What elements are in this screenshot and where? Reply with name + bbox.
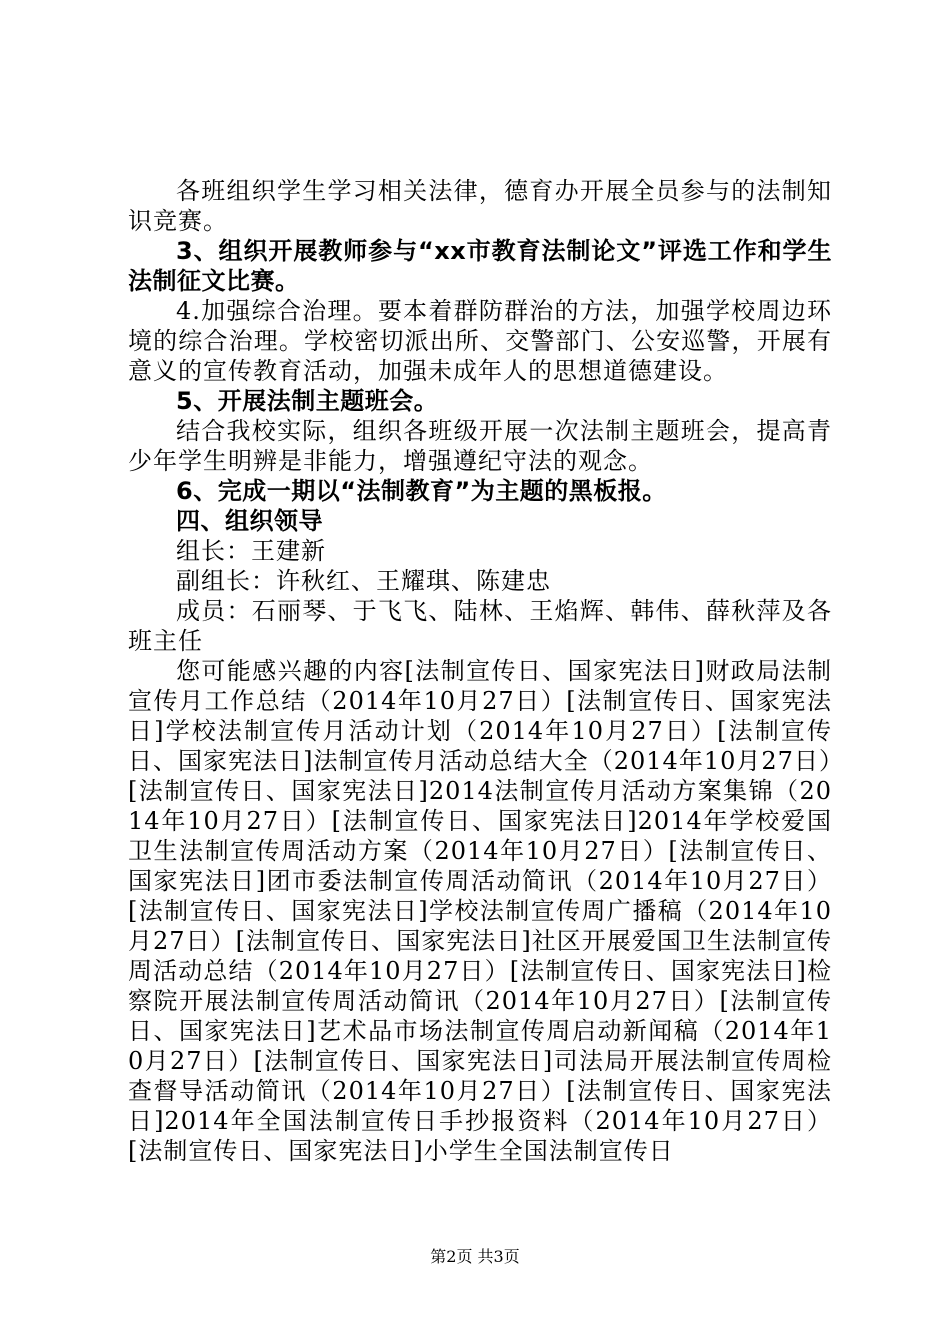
heading-class-meeting: 5、开展法制主题班会。 <box>176 387 439 415</box>
paragraph-leader: 组长：王建新 <box>176 537 326 565</box>
paragraph-members: 成员：石丽琴、于飞飞、陆林、王焰辉、韩伟、薛秋萍及各班主任 <box>128 597 832 655</box>
paragraph-governance: 4.加强综合治理。要本着群防群治的方法，加强学校周边环境的综合治理。学校密切派出所、交警部门、公安巡警，开展有意义的宣传教育活动，加强未成年人的思想道德建设。 <box>128 297 832 385</box>
paragraph-class-meeting: 结合我校实际，组织各班级开展一次法制主题班会，提高青少年学生明辨是非能力，增强遵纪守法的观念。 <box>128 417 832 475</box>
paragraph-competition: 各班组织学生学习相关法律，德育办开展全员参与的法制知识竞赛。 <box>128 177 832 235</box>
heading-essay-contest: 3、组织开展教师参与“xx市教育法制论文”评选工作和学生法制征文比赛。 <box>128 237 832 295</box>
document-body <box>128 176 832 1166</box>
paragraph-deputy-leader: 副组长：许秋红、王耀琪、陈建忠 <box>176 567 551 595</box>
heading-blackboard: 6、完成一期以“法制教育”为主题的黑板报。 <box>176 477 667 505</box>
heading-organization: 四、组织领导 <box>176 507 323 535</box>
page-footer: 第2页 共3页 <box>430 1247 520 1266</box>
paragraph-related-content: 您可能感兴趣的内容[法制宣传日、国家宪法日]财政局法制宣传月工作总结（2014年10月27日）[法制宣传日、国家宪法日]学校法制宣传月活动计划（2014年10月27日）[法制宣传日、国家宪法日]法制宣传月活动总结大全（2014年10月27日）[法制宣传日、国家宪法日]2014法制宣传月活动方案集锦（2014年10月27日）[法制宣传日、国家宪法日]2014年学校爱国卫生法制宣传周活动方案（2014年10月27日）[法制宣传日、国家宪法日]团市委法制宣传周活动简讯（2014年10月27日）[法制宣传日、国家宪法日]学校法制宣传周广播稿（2014年10月27日）[法制宣传日、国家宪法日]社区开展爱国卫生法制宣传周活动总结（2014年10月27日）[法制宣传日、国家宪法日]检察院开展法制宣传周活动简讯（2014年10月27日）[法制宣传日、国家宪法日]艺术品市场法制宣传周启动新闻稿（2014年10月27日）[法制宣传日、国家宪法日]司法局开展法制宣传周检查督导活动简讯（2014年10月27日）[法制宣传日、国家宪法日]2014年全国法制宣传日手抄报资料（2014年10月27日）[法制宣传日、国家宪法日]小学生全国法制宣传日 <box>128 657 832 1165</box>
